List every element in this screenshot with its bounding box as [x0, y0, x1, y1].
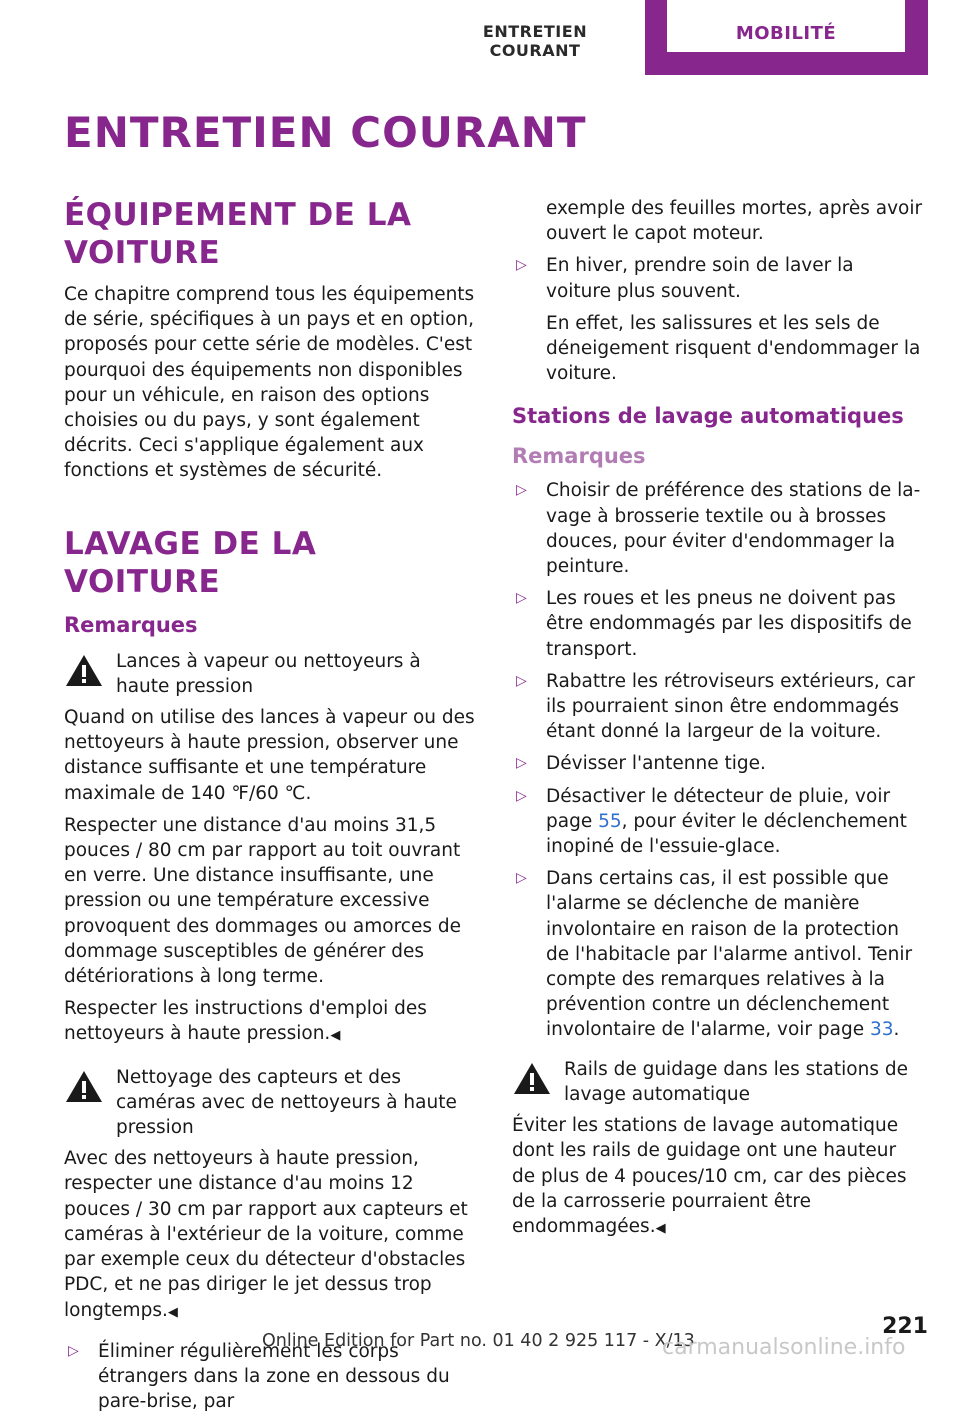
warning-triangle-icon — [64, 1069, 104, 1105]
left-column — [64, 196, 476, 1421]
bullet-triangle-icon: ▷ — [516, 590, 527, 607]
equipment-text: Ce chapitre comprend tous les équipements de série, spécifiques à un pays et en option, proposés pour cette série de modèles. C'est pourquoi des équipements non disponibles pour un véhicule, en raison des options choisies ou du pays, y sont également décrits. Ceci s'applique également aux fonctions et systèmes de sécurité. — [64, 284, 475, 482]
page-link-33[interactable]: 33 — [869, 1019, 894, 1041]
bullet-triangle-icon: ▷ — [516, 482, 527, 499]
list-item-subtext: En effet, les salissures et les sels de déneigement risquent d'endommager la voiture. — [546, 312, 921, 385]
list-item: ▷ Éliminer régulièrement les corps étrangers dans la zone en dessous du pare-brise, par — [68, 1340, 450, 1413]
end-mark: ◀ — [655, 1220, 666, 1236]
bullet-triangle-icon: ▷ — [516, 870, 527, 887]
bullet-triangle-icon: ▷ — [516, 672, 527, 689]
bullet-list — [512, 253, 924, 386]
section-title-washing: LAVAGE DE LA VOITURE — [64, 525, 317, 600]
list-item: ▷ Les roues et les pneus ne doivent pas être endommagés par les dispositifs de transport. — [516, 588, 912, 660]
end-mark: ◀ — [167, 1304, 178, 1320]
warning-block-rails — [512, 1057, 924, 1107]
remarks-heading: Remarques — [512, 444, 646, 469]
list-item: ▷ Dans certains cas, il est possible que l'alarme se déclenche de manière involontaire en raison de la protection de l'habitacle par l'alarme antivol. Tenir compte des remarques relatives à la prévention contre un déclenchement involontaire de l'alarme, voir page 33. — [516, 868, 913, 1041]
running-header-section: ENTRETIEN COURANT — [482, 22, 588, 60]
warning-paragraph-end: Respecter les instructions d'emploi des nettoyeurs à haute pression.◀ — [64, 998, 427, 1045]
warning-paragraph-end: Éviter les stations de lavage automatique dont les rails de guidage ont une hauteur de plus de 4 pouces/10 cm, car des pièces de la carrosserie pourraient être endommagées.◀ — [512, 1115, 907, 1237]
list-item: ▷ Rabattre les rétroviseurs extérieurs, car ils pourraient sinon être endommagés étant donné la largeur de la voiture. — [516, 670, 915, 743]
page-number: 221 — [882, 1314, 928, 1339]
remarks-heading: Remarques — [64, 612, 198, 637]
warning-paragraph: Quand on utilise des lances à vapeur ou des nettoyeurs à haute pression, observer une distance suffisante et une température maximale de 140 ℉/60 ℃. — [64, 707, 475, 804]
chapter-tab — [645, 0, 928, 75]
auto-wash-heading: Stations de lavage automatiques — [512, 404, 904, 429]
warning-triangle-icon — [64, 653, 104, 689]
warning-paragraph-end: Avec des nettoyeurs à haute pression, respecter une distance d'au moins 12 pouces / 30 cm par rapport aux capteurs et caméras à l'extérieur de la voiture, comme par exemple ceux du détecteur d'obstacles PDC, et ne pas diriger le jet dessus trop longtemps.◀ — [64, 1148, 468, 1321]
list-item: ▷ Désactiver le détecteur de pluie, voir page 55, pour éviter le déclenchement inopiné de l'essuie-glace. — [516, 785, 907, 858]
list-item: ▷ Choisir de préférence des stations de lavage à brosserie textile ou à brosses douces, pour éviter d'endommager la peinture. — [516, 480, 921, 578]
warning-block-steam — [64, 649, 476, 699]
warning-title: Rails de guidage dans les stations de lavage automatique — [564, 1058, 908, 1105]
bullet-triangle-icon: ▷ — [516, 787, 527, 804]
list-item: ▷ En hiver, prendre soin de laver la voiture plus souvent. En effet, les salissures et les sels de déneigement risquent d'endommager la voiture. — [512, 253, 924, 386]
bullet-triangle-icon: ▷ — [516, 257, 527, 274]
section-title-equipment: ÉQUIPEMENT DE LA VOITURE — [64, 197, 412, 271]
warning-title: Nettoyage des capteurs et des caméras avec de nettoyeurs à haute pression — [116, 1066, 457, 1139]
warning-title: Lances à vapeur ou nettoyeurs à haute pression — [116, 650, 421, 697]
right-column — [512, 196, 924, 1248]
end-mark: ◀ — [330, 1028, 341, 1044]
bullet-triangle-icon: ▷ — [68, 1342, 79, 1359]
page-link-55[interactable]: 55 — [598, 810, 622, 832]
watermark-text: carmanualsonline.info — [662, 1335, 906, 1360]
edition-footer: Online Edition for Part no. 01 40 2 925 117 - X/13 — [262, 1331, 695, 1351]
page-title: ENTRETIEN COURANT — [64, 108, 587, 157]
bullet-list — [512, 478, 924, 1042]
warning-block-sensors — [64, 1065, 476, 1141]
chapter-tab-label: MOBILITÉ — [667, 0, 905, 52]
bullet-triangle-icon: ▷ — [516, 755, 527, 772]
list-item-continued: exemple des feuilles mortes, après avoir ouvert le capot moteur. — [546, 198, 923, 245]
warning-triangle-icon — [512, 1061, 552, 1097]
warning-paragraph: Respecter une distance d'au moins 31,5 pouces / 80 cm par rapport au toit ouvrant en verre. Une distance insuffisante, une pression ou une température excessive provoquent des dommages ou amorces de dommage susceptibles de générer des détériorations à long terme. — [64, 814, 461, 988]
list-item: ▷ Dévisser l'antenne tige. — [512, 751, 924, 776]
